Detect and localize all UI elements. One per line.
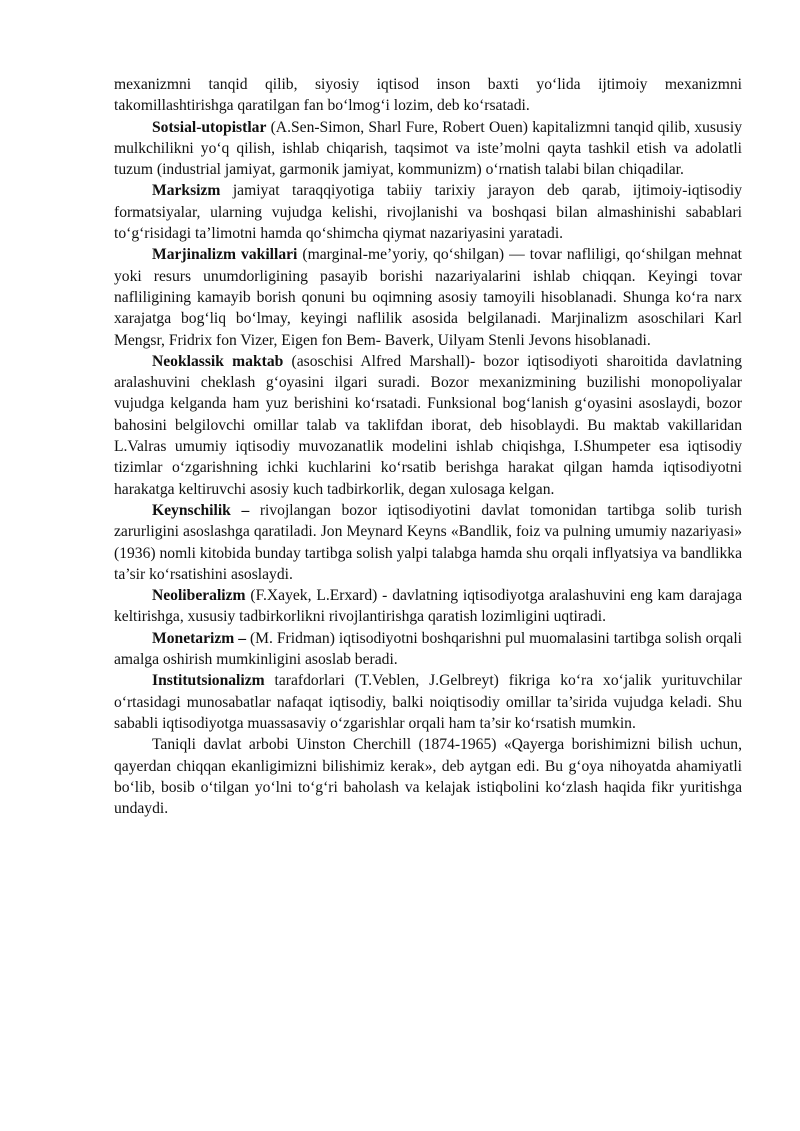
paragraph-term: Keynschilik – [152,501,250,519]
paragraph-text: (asoschisi Alfred Marshall)- bozor iqtisodiyoti sharoitida davlatning aralashuvini cheklash g‘oyasini ilgari suradi. Bozor mexanizmining buzilishi monopoliyalar vujudga kelganda ham yuz berishini ko‘rsatadi. Funksional bog‘lanish g‘oyasini asoslaydi, bozor bahosini belgilovchi omillar talab va taklifdan iborat, deb hisoblaydi. Bu maktab vakillaridan L.Valras umumiy iqtisodiy muvozanatlik modelini ishlab chiqishga, I.Shumpeter esa iqtisodiy tizimlar o‘zgarishning ichki kuchlarini ko‘rsatib berishga harakat qilgan hamda iqtisodiyotni harakatga keltiruvchi asosiy kuch tadbirkorlik, degan xulosaga kelgan. [114,352,742,498]
paragraph-term: Neoklassik maktab [152,352,284,370]
paragraph-text: mexanizmni tanqid qilib, siyosiy iqtisod inson baxti yo‘lida ijtimoiy mexanizmni takomillashtirishga qaratilgan fan bo‘lmog‘i lozim, deb ko‘rsatadi. [114,76,742,115]
paragraph-neoklassik [114,351,742,500]
paragraph-text: (M. Fridman) iqtisodiyotni boshqarishni pul muomalasini tartibga solish orqali amalga oshirish mumkinligini asoslab beradi. [114,629,742,669]
paragraph-text: (A.Sen-Simon, Sharl Fure, Robert Ouen) kapitalizmni tanqid qilib, xususiy mulkchilikni yo‘q qilish, ishlab chiqarish, taqsimot va iste’molni qayta tashkil etish va adolatli tuzum (industrial jamiyat, garmonik jamiyat, kommunizm) o‘rnatish talabi bilan chiqadilar. [114,118,742,179]
paragraph-marjinalizm [114,244,742,350]
paragraph-text: (F.Xayek, L.Erxard) - davlatning iqtisodiyotga aralashuvini eng kam darajaga keltirishga, xususiy tadbirkorlikni rivojlantirishga qaratish lozimligini uqtiradi. [114,587,742,626]
paragraph-term: Monetarizm – [152,629,247,647]
paragraph-term: Institutsionalizm [152,672,265,690]
paragraph-continuation [114,74,742,117]
paragraph-text: jamiyat taraqqiyotiga tabiiy tarixiy jarayon deb qarab, ijtimoiy-iqtisodiy formatsiyalar, ularning vujudga kelishi, rivojlanishi va boshqasi bilan almashinishi sabablari to‘g‘risidagi ta’limotni hamda qo‘shimcha qiymat nazariyasini yaratadi. [114,182,742,243]
paragraph-text: (marginal-me’yoriy, qo‘shilgan) — tovar nafliligi, qo‘shilgan mehnat yoki resurs unumdorligining pasayib borishi nazariyalarini ishlab chiqqan. Keyingi tovar nafliligining kamayib borish qonuni bu oqimning asosiy tamoyili hisoblanadi. Shunga ko‘ra narx xarajatga bog‘liq bo‘lmay, keyingi naflilik asosida belgilanadi. Marjinalizm asoschilari Karl Mengsr, Fridrix fon Vizer, Eigen fon Bem- Baverk, Uilyam Stenli Jevons hisoblanadi. [114,246,742,349]
paragraph-keynschilik [114,500,742,585]
paragraph-term: Sotsial-utopistlar [152,118,267,136]
paragraph-text: Taniqli davlat arbobi Uinston Cherchill (1874-1965) «Qayerga borishimizni bilish uchun, qayerdan chiqqan ekanligimizni bilishimiz kerak», deb aytgan edi. Bu g‘oya nihoyatda ahamiyatli bo‘lib, bosib o‘tilgan yo‘lni to‘g‘ri baholash va kelajak istiqbolini ko‘zlash haqida fikr yuritishga undaydi. [114,736,742,818]
paragraph-institutsionalizm [114,670,742,734]
paragraph-text: rivojlangan bozor iqtisodiyotini davlat tomonidan tartibga solib turish zarurligini asoslashga qaratiladi. Jon Meynard Keyns «Bandlik, foiz va pulning umumiy nazariyasi» (1936) nomli kitobida bunday tartibga solish yalpi talabga hamda shu orqali inflyatsiya va bandlikka ta’sir ko‘rsatishini asoslaydi. [114,501,742,583]
paragraph-term: Marksizm [152,182,221,200]
paragraph-monetarizm [114,628,742,671]
paragraph-cherchill-quote [114,734,742,819]
paragraph-marksizm [114,180,742,244]
paragraph-term: Marjinalizm vakillari [152,246,298,264]
paragraph-text: tarafdorlari (T.Veblen, J.Gelbreyt) fikriga ko‘ra xo‘jalik yurituvchilar o‘rtasidagi munosabatlar nafaqat iqtisodiy, balki noiqtisodiy omillar ta’sirida vujudga keladi. Shu sababli iqtisodiyotga muassasaviy o‘zgarishlar orqali ham ta’sir ko‘rsatish mumkin. [114,672,742,732]
document-page [114,74,742,819]
paragraph-neoliberalizm [114,585,742,628]
paragraph-term: Neoliberalizm [152,587,246,605]
paragraph-sotsial-utopistlar [114,117,742,181]
